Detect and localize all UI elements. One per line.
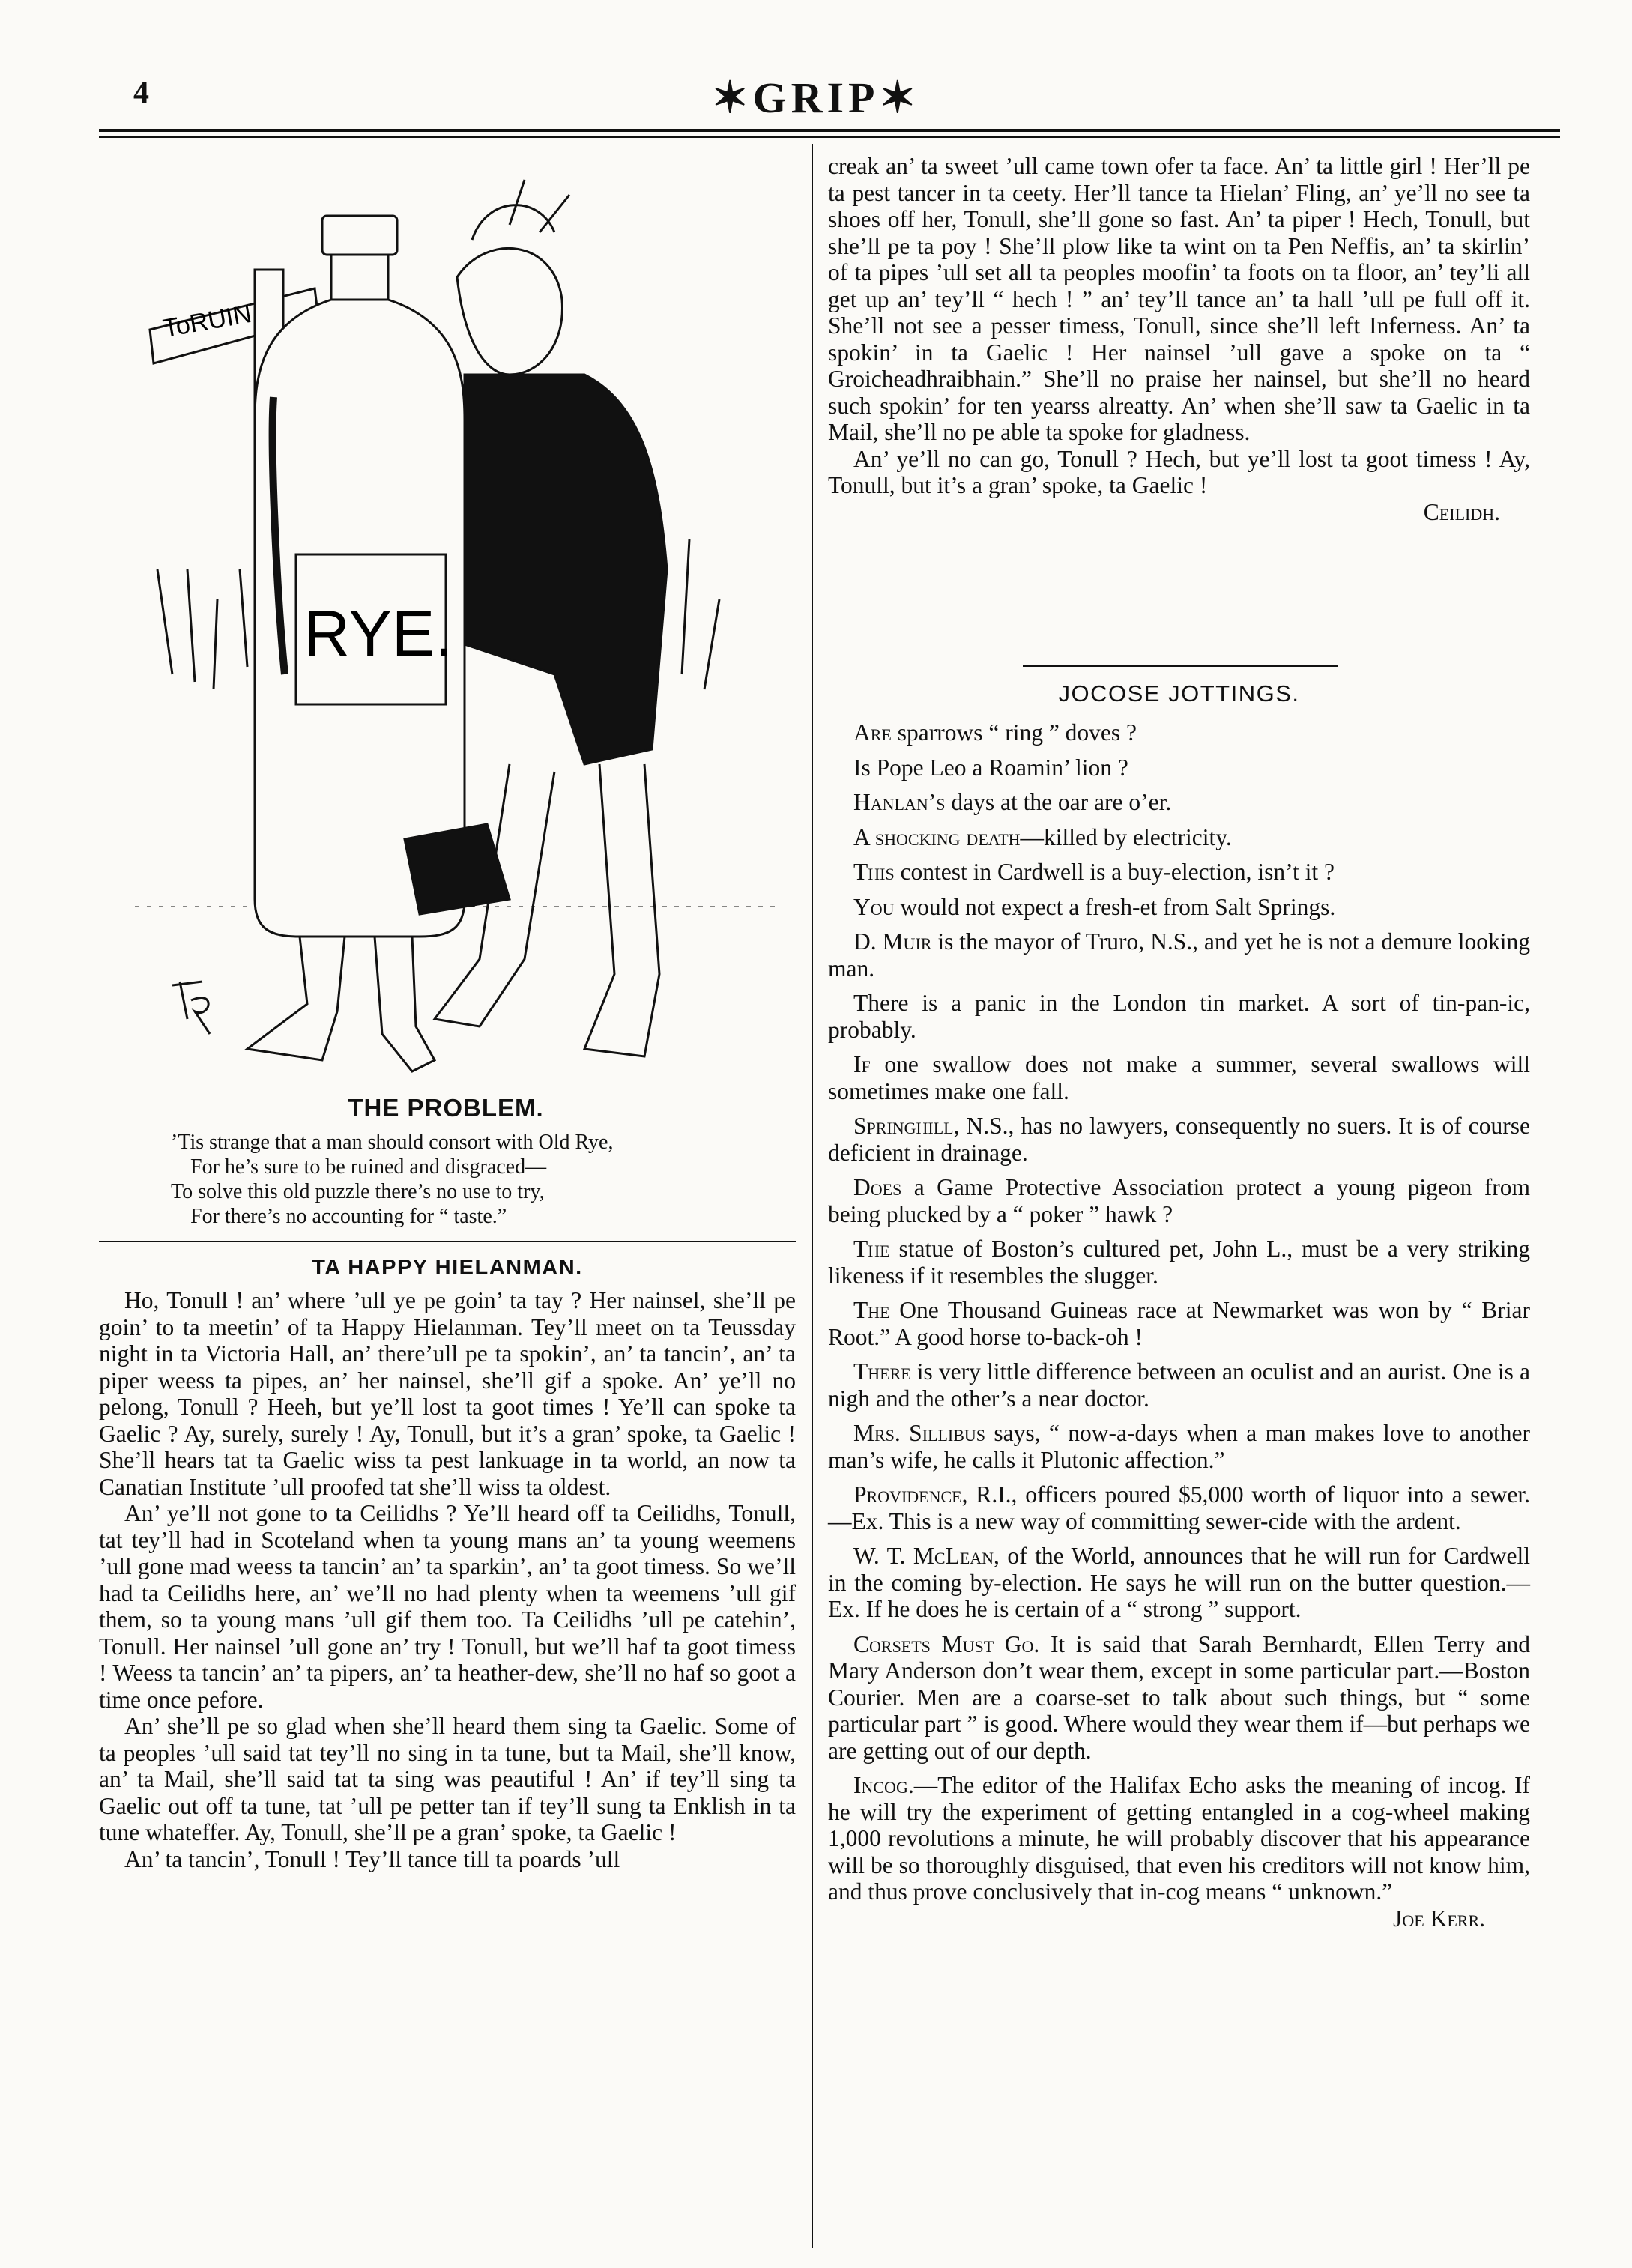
jotting-item bbox=[828, 1174, 1530, 1227]
cartoon-title: THE PROBLEM. bbox=[348, 1094, 544, 1122]
jottings-title: JOCOSE JOTTINGS. bbox=[1058, 680, 1300, 707]
jotting-item bbox=[828, 789, 1530, 816]
jotting-lead: Hanlan’s bbox=[853, 789, 946, 815]
jotting-lead: This bbox=[853, 859, 895, 885]
jotting-lead: Does bbox=[853, 1174, 902, 1200]
jotting-text: sparrows “ ring ” doves ? bbox=[891, 719, 1137, 746]
jotting-lead: D. Muir bbox=[853, 928, 932, 955]
jotting-item bbox=[828, 1051, 1530, 1104]
jotting-text: R.I., officers poured $5,000 worth of liquor into a sewer.—Ex. This is a new way of committing sewer-cide with the ardent. bbox=[828, 1481, 1530, 1534]
jotting-item bbox=[828, 859, 1530, 886]
jotting-item bbox=[828, 928, 1530, 982]
jotting-item bbox=[828, 1481, 1530, 1534]
verse-line: To solve this old puzzle there’s no use to try, bbox=[171, 1180, 545, 1203]
jotting-text: One Thousand Guineas race at Newmarket was won by “ Briar Root.” A good horse to-back-oh ! bbox=[828, 1297, 1530, 1350]
jotting-item bbox=[828, 1631, 1530, 1764]
jotting-text: would not expect a fresh-et from Salt Springs. bbox=[894, 893, 1336, 920]
jotting-text: one swallow does not make a summer, several swallows will sometimes make one fall. bbox=[828, 1051, 1530, 1104]
jotting-lead: If bbox=[853, 1051, 871, 1077]
page-number: 4 bbox=[133, 76, 149, 110]
jotting-text: statue of Boston’s cultured pet, John L., must be a very striking likeness if it resembles the slugger. bbox=[828, 1236, 1530, 1289]
jotting-text: There is a panic in the London tin market. A sort of tin-pan-ic, probably. bbox=[828, 990, 1530, 1043]
cartoon-illustration bbox=[135, 150, 794, 1101]
jotting-lead: Mrs. Sillibus bbox=[853, 1420, 986, 1446]
jotting-item bbox=[828, 1772, 1530, 1932]
article-paragraph: An’ ta tancin’, Tonull ! Tey’ll tance till ta poards ’ull bbox=[124, 1845, 620, 1872]
section-rule bbox=[99, 1241, 796, 1242]
jotting-lead: Springhill, bbox=[853, 1113, 960, 1139]
jotting-lead: The bbox=[853, 1236, 890, 1262]
cartoon-verse bbox=[171, 1130, 613, 1229]
jotting-lead: Incog. bbox=[853, 1772, 914, 1798]
jotting-text: is very little difference between an oculist and an aurist. One is a nigh and the other’s a near doctor. bbox=[828, 1358, 1530, 1412]
section-rule bbox=[1023, 665, 1338, 667]
header-rule-thin bbox=[99, 136, 1560, 138]
jotting-item bbox=[828, 1113, 1530, 1166]
article-paragraph: creak an’ ta sweet ’ull came town ofer ta face. An’ ta little girl ! Her’ll pe ta pest tancer in ta ceety. Her’ll tance ta Hielan’ Fling, an’ ye’ll no see ta shoes off her, Tonull, she’ll gone so fast. An’ ta piper ! Hech, Tonull, but she’ll pe ta poy ! She’ll plow like ta wint on ta Pen Neffis, an’ ta skirlin’ of ta pipes ’ull set all ta peoples moofin’ ta foots on ta floor, an’ tey’li all get up an’ tey’ll “ hech ! ” an’ tey’ll tance an’ ta hall ’ull pe full off it. She’ll not see a pesser timess, Tonull, since she’ll left Inferness. An’ ta spokin’ in ta Gaelic ! Her nainsel ’ull gave a spoke on ta “ Groicheadhraibhain.” She’ll no praise her nainsel, but she’ll no heard such spokin’ for ten yearss alreatty. An’ when she’ll saw ta Gaelic in ta Mail, she’ll no pe able ta spoke for gladness. bbox=[828, 153, 1530, 445]
jotting-lead: There bbox=[853, 1358, 911, 1385]
jotting-text: Is Pope Leo a Roamin’ lion ? bbox=[853, 754, 1128, 781]
article-paragraph: An’ ye’ll not gone to ta Ceilidhs ? Ye’ll heard off ta Ceilidhs, Tonull, tat tey’ll had in Scoteland when ta young mans an’ ta young weemens ’ull gone mad weess ta tancin’ an’ ta sparkin’, an’ ta goot timess. So we’ll had ta Ceilidhs here, an’ we’ll no had plenty when ta weemens ’ull gif them, so ta young mans ’ull gif them too. Ta Ceilidhs ’ull pe catehin’, Tonull. Her nainsel ’ull gone an’ try ! Tonull, but we’ll haf ta goot timess ! Weess ta tancin’ an’ ta pipers, an’ ta heather-dew, she’ll no haf so goot a time once pefore. bbox=[99, 1500, 796, 1713]
jotting-item bbox=[828, 1297, 1530, 1350]
jotting-item bbox=[828, 894, 1530, 921]
jotting-lead: Corsets Must Go. bbox=[853, 1630, 1040, 1657]
verse-line: ’Tis strange that a man should consort with Old Rye, bbox=[171, 1131, 614, 1154]
column-divider bbox=[812, 144, 813, 2248]
jotting-item bbox=[828, 1543, 1530, 1623]
article-paragraph: An’ she’ll pe so glad when she’ll heard them sing ta Gaelic. Some of ta peoples ’ull said tat tey’ll no sing in ta tune, but ta Mail, she’ll know, an’ ta Mail, she’ll said tat ta sing was peautiful ! An’ if tey’ll sing ta Gaelic out off ta tune, tat ’ull pe petter tan if tey’ll sung ta Enklish in ta tune whateffer. Ay, Tonull, she’ll pe a gran’ spoke, ta Gaelic ! bbox=[99, 1713, 796, 1845]
article-column-right bbox=[828, 153, 1530, 525]
jotting-lead: W. T. McLean, bbox=[853, 1543, 1000, 1569]
masthead: ✶GRIP✶ bbox=[711, 73, 921, 122]
jotting-item bbox=[828, 1420, 1530, 1473]
jottings-signature: Joe Kerr. bbox=[1393, 1905, 1485, 1932]
jotting-lead: Are bbox=[853, 719, 892, 746]
signpost-text: ToRUIN bbox=[160, 299, 254, 343]
jotting-text: days at the oar are o’er. bbox=[945, 789, 1172, 815]
jotting-text: —The editor of the Halifax Echo asks the meaning of incog. If he will try the experiment of getting entangled in a cog-wheel making 1,000 revolutions a minute, he will probably discover that his appearance will be so thoroughly disguised, that even his creditors will not know him, and thus prove conclusively that in-cog means “ unknown.” bbox=[828, 1772, 1530, 1905]
jotting-item bbox=[828, 990, 1530, 1043]
jotting-text: is the mayor of Truro, N.S., and yet he is not a demure looking man. bbox=[828, 928, 1530, 982]
jotting-text: It is said that Sarah Bernhardt, Ellen Terry and Mary Anderson don’t wear them, except in some particular part.—Boston Courier. Men are a coarse-set to talk about such things, but “ some particular part ” is good. Where would they wear them if—but perhaps we are getting out of our depth. bbox=[828, 1630, 1530, 1764]
article-signature: Ceilidh. bbox=[1423, 498, 1500, 525]
bottle-label: RYE. bbox=[303, 598, 453, 670]
jotting-item bbox=[828, 824, 1530, 851]
jotting-text: says, “ now-a-days when a man makes love to another man’s wife, he calls it Plutonic affection.” bbox=[828, 1420, 1530, 1473]
jotting-item bbox=[828, 1236, 1530, 1289]
jotting-item bbox=[828, 1358, 1530, 1412]
jotting-text: contest in Cardwell is a buy-election, isn’t it ? bbox=[894, 859, 1335, 885]
jotting-lead: A shocking death bbox=[853, 823, 1021, 850]
jotting-item bbox=[828, 755, 1530, 781]
jotting-lead: Providence, bbox=[853, 1481, 968, 1508]
jotting-lead: The bbox=[853, 1297, 890, 1323]
article-paragraph: An’ ye’ll no can go, Tonull ? Hech, but ye’ll lost ta goot timess ! Ay, Tonull, but it’s a gran’ spoke, ta Gaelic ! bbox=[828, 445, 1530, 498]
jotting-text: a Game Protective Association protect a young pigeon from being plucked by a “ poker ” hawk ? bbox=[828, 1174, 1530, 1227]
jotting-text: N.S., has no lawyers, consequently no suers. It is of course deficient in drainage. bbox=[828, 1113, 1530, 1166]
jotting-text: —killed by electricity. bbox=[1020, 823, 1232, 850]
jottings-list bbox=[828, 719, 1530, 1932]
verse-line: For there’s no accounting for “ taste.” bbox=[190, 1205, 507, 1228]
jotting-lead: You bbox=[853, 893, 895, 920]
verse-line: For he’s sure to be ruined and disgraced— bbox=[190, 1155, 547, 1179]
article-paragraph: Ho, Tonull ! an’ where ’ull ye pe goin’ ta tay ? Her nainsel, she’ll pe goin’ to ta meetin’ of ta Happy Hielanman. Tey’ll meet on ta Teussday night in ta Victoria Hall, an’ there’ull pe ta spokin’, an’ ta tancin’, an’ ta piper weess ta pipes, an’ her nainsel, she’ll gif a spoke. An’ ye’ll no pelong, Tonull ? Heeh, but ye’ll lost ta goot times ! Ye’ll can spoke ta Gaelic ? Ay, surely, surely ! Ay, Tonull, but it’s a gran’ spoke, ta Gaelic ! She’ll hears tat ta Gaelic wiss ta pest lankuage in ta world, an now ta Canatian Institute ’ull proofed tat she’ll wiss ta oldest. bbox=[99, 1287, 796, 1500]
jotting-text: of the World, announces that he will run for Cardwell in the coming by-election. He says he will run on the butter question.—Ex. If he does he is certain of a “ strong ” support. bbox=[828, 1543, 1530, 1622]
article-column-left bbox=[99, 1287, 796, 1872]
header-rule bbox=[99, 129, 1560, 132]
article-title: TA HAPPY HIELANMAN. bbox=[312, 1256, 583, 1280]
jotting-item bbox=[828, 719, 1530, 746]
